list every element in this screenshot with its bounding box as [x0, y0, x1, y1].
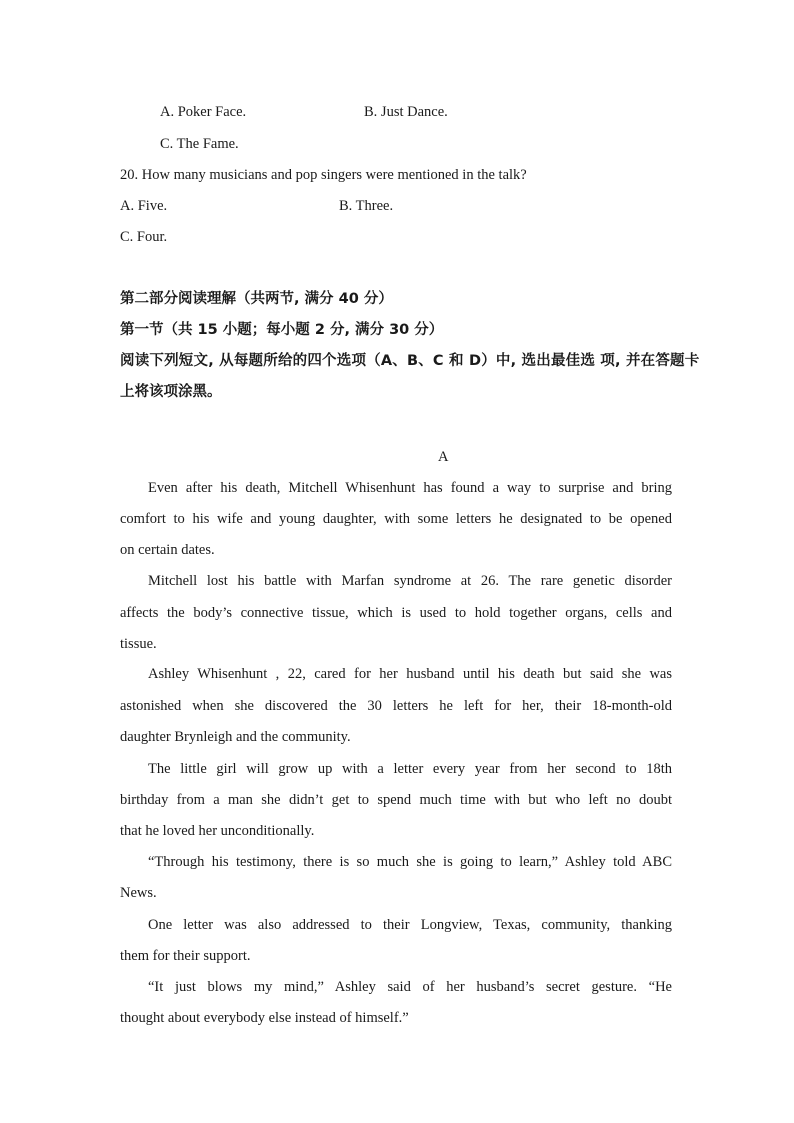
q20-question: 20. How many musicians and pop singers were mentioned in the talk?	[120, 167, 527, 183]
passage-line: “It just blows my mind,” Ashley said of her husband’s secret gesture. “He	[148, 979, 672, 995]
passage-line: affects the body’s connective tissue, which is used to hold together organs, cells and	[120, 605, 672, 621]
passage-line: Ashley Whisenhunt , 22, cared for her husband until his death but said she was	[148, 666, 672, 682]
passage-line: Mitchell lost his battle with Marfan syndrome at 26. The rare genetic disorder	[148, 573, 672, 589]
passage-line: tissue.	[120, 636, 157, 652]
passage-line: daughter Brynleigh and the community.	[120, 729, 351, 745]
passage-line: thought about everybody else instead of himself.”	[120, 1010, 409, 1026]
instruction-line-1: 阅读下列短文, 从每题所给的四个选项（A、B、C 和 D）中, 选出最佳选 项, 并在答题卡	[120, 353, 700, 369]
q19-option-a: A. Poker Face.	[160, 104, 247, 120]
passage-line: One letter was also addressed to their Longview, Texas, community, thanking	[148, 917, 672, 933]
passage-line: “Through his testimony, there is so much she is going to learn,” Ashley told ABC	[148, 854, 672, 870]
passage-line: birthday from a man she didn’t get to spend much time with but who left no doubt	[120, 792, 672, 808]
passage-line: The little girl will grow up with a letter every year from her second to 18th	[148, 761, 672, 777]
q20-option-c: C. Four.	[120, 229, 168, 245]
q20-option-a: A. Five.	[120, 198, 168, 214]
passage-label: A	[438, 449, 449, 465]
passage-line: comfort to his wife and young daughter, with some letters he designated to be opened	[120, 511, 672, 527]
q19-option-b: B. Just Dance.	[364, 104, 448, 120]
q20-option-b: B. Three.	[339, 198, 394, 214]
passage-line: that he loved her unconditionally.	[120, 823, 315, 839]
passage-line: Even after his death, Mitchell Whisenhunt has found a way to surprise and bring	[148, 480, 672, 496]
passage-line: on certain dates.	[120, 542, 215, 558]
passage-line: them for their support.	[120, 948, 251, 964]
passage-line: astonished when she discovered the 30 letters he left for her, their 18-month-old	[120, 698, 672, 714]
q19-option-c: C. The Fame.	[160, 136, 239, 152]
part-title: 第二部分阅读理解（共两节, 满分 40 分）	[120, 291, 393, 307]
instruction-line-2: 上将该项涂黑。	[120, 384, 222, 400]
sub-title: 第一节（共 15 小题；每小题 2 分, 满分 30 分）	[120, 322, 444, 338]
passage-line: News.	[120, 885, 157, 901]
